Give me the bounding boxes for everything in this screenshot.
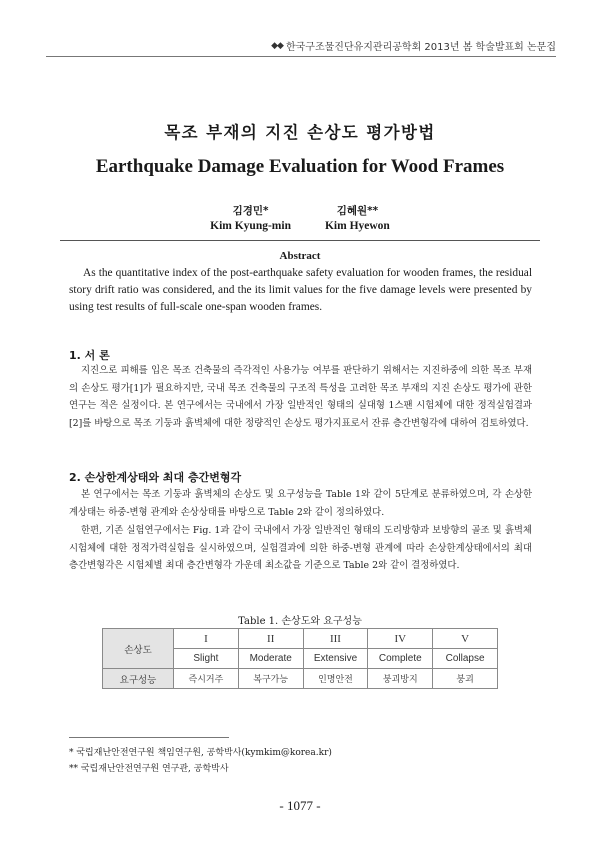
performance-2: 복구가능 bbox=[238, 669, 303, 689]
performance-1: 즉시거주 bbox=[174, 669, 239, 689]
damage-1: Slight bbox=[174, 649, 239, 669]
table-1-caption: Table 1. 손상도와 요구성능 bbox=[238, 616, 362, 627]
abstract-heading: Abstract bbox=[279, 250, 321, 262]
section-2-paragraph-2: 한편, 기존 실험연구에서는 Fig. 1과 같이 국내에서 가장 일반적인 형태의 도리방향과 보방향의 골조 및 흙벽체 시험체에 대한 정적가력실험을 실시하였으며, 실험결과에 의한 하중-변형 관계에 따라 손상한계상태에서의 최대 층간변형각은 시험체별 최대 층간변형각 가운데 최소값을 기준으로 Table 2와 같이 결정하였다. bbox=[69, 525, 532, 571]
damage-table bbox=[102, 628, 498, 689]
section-2-heading: 2. 손상한계상태와 최대 층간변형각 bbox=[69, 471, 242, 484]
author-1-korean: 김경민* bbox=[232, 205, 269, 217]
abstract-text: As the quantitative index of the post-earthquake safety evaluation for wooden frames, the residual story drift ratio was considered, and the its limit values for the five damage levels were presented by using test results of full-scale one-span wooden frames. bbox=[69, 267, 532, 313]
table-row-levels bbox=[103, 629, 498, 649]
level-4: IV bbox=[368, 629, 433, 649]
header-diamond-icon: ◆◆ bbox=[271, 40, 283, 51]
footnote-1: * 국립재난안전연구원 책임연구원, 공학박사(kymkim@korea.kr) bbox=[69, 748, 332, 758]
level-3: III bbox=[303, 629, 368, 649]
section-1-heading: 1. 서 론 bbox=[69, 349, 110, 362]
author-1 bbox=[210, 203, 291, 234]
running-header bbox=[271, 38, 556, 53]
abstract-divider bbox=[60, 240, 540, 241]
performance-3: 인명안전 bbox=[303, 669, 368, 689]
title-korean: 목조 부재의 지진 손상도 평가방법 bbox=[164, 123, 436, 142]
section-1-paragraph-1: 지진으로 피해를 입은 목조 건축물의 즉각적인 사용가능 여부를 판단하기 위해서는 지진하중에 의한 목조 부재의 손상도 평가[1]가 필요하지만, 국내 목조 건축물의 구조적 특성을 고려한 목조 부재의 지진 손상도 평가에 관한 연구는 적은 실정이다. 본 연구에서는 국내에서 가장 일반적인 형태의 실대형 1스팬 시험체에 대한 정적실험결과[2]를 바탕으로 목조 기둥과 흙벽체에 대한 정량적인 손상도 평가지표로서 잔류 층간변형각에 대하여 검토하였다. bbox=[69, 365, 532, 429]
row-header-performance: 요구성능 bbox=[103, 669, 174, 689]
performance-4: 붕괴방지 bbox=[368, 669, 433, 689]
table-row-performance bbox=[103, 669, 498, 689]
footnote-2: ** 국립재난안전연구원 연구관, 공학박사 bbox=[69, 764, 229, 774]
level-1: I bbox=[174, 629, 239, 649]
title-english: Earthquake Damage Evaluation for Wood Frames bbox=[95, 156, 505, 177]
footnote-divider bbox=[69, 737, 229, 738]
author-2 bbox=[325, 203, 390, 234]
level-2: II bbox=[238, 629, 303, 649]
level-5: V bbox=[433, 629, 498, 649]
damage-3: Extensive bbox=[303, 649, 368, 669]
damage-5: Collapse bbox=[433, 649, 498, 669]
damage-2: Moderate bbox=[238, 649, 303, 669]
author-1-english: Kim Kyung-min bbox=[210, 220, 291, 232]
row-header-damage: 손상도 bbox=[103, 629, 174, 669]
damage-4: Complete bbox=[368, 649, 433, 669]
performance-5: 붕괴 bbox=[433, 669, 498, 689]
page-number: - 1077 - bbox=[279, 798, 321, 813]
header-divider bbox=[46, 56, 556, 57]
author-2-english: Kim Hyewon bbox=[324, 220, 390, 232]
author-2-korean: 김혜원** bbox=[336, 205, 379, 217]
journal-name: 한국구조물진단유지관리공학회 2013년 봄 학술발표회 논문집 bbox=[285, 42, 556, 53]
author-block bbox=[0, 203, 600, 234]
section-2-paragraph-1: 본 연구에서는 목조 기둥과 흙벽체의 손상도 및 요구성능을 Table 1와 같이 5단계로 분류하였으며, 각 손상한계상태는 하중-변형 관계와 손상상태를 바탕으로 Table 2와 같이 정의하였다. bbox=[69, 489, 532, 518]
